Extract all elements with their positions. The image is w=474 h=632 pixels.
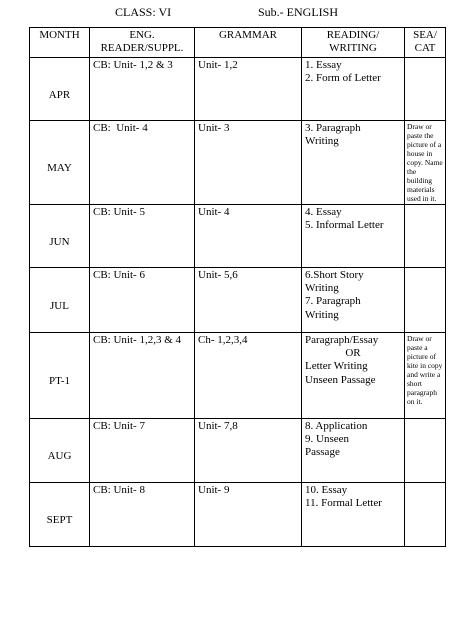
writing-topic: 9. Unseen: [305, 433, 349, 446]
writing-topic: Paragraph/Essay: [305, 334, 379, 346]
writing-topic: Writing: [305, 282, 339, 295]
column-header-sea-cat: SEA/ CAT: [405, 28, 446, 58]
reader-cell: CB: Unit- 1,2 & 3: [90, 58, 195, 121]
writing-topic: 11. Formal Letter: [305, 497, 382, 510]
syllabus-table: [29, 27, 446, 547]
table-row: [30, 268, 446, 333]
month-cell: PT-1: [30, 333, 90, 419]
column-header-month: MONTH: [30, 28, 90, 58]
month-cell: JUL: [30, 268, 90, 333]
table-row: [30, 121, 446, 205]
writing-topic: OR: [345, 347, 361, 360]
page-header: [0, 5, 474, 21]
table-row: [30, 483, 446, 547]
reader-cell: CB: Unit- 8: [90, 483, 195, 547]
class-label: CLASS: VI: [115, 5, 172, 19]
writing-topic: 3. Paragraph: [305, 122, 361, 134]
reader-cell: CB: Unit- 5: [90, 205, 195, 268]
writing-cell: [302, 58, 405, 121]
table-row: [30, 419, 446, 483]
cat-cell: [405, 419, 446, 483]
reader-cell: CB: Unit- 7: [90, 419, 195, 483]
writing-topic: Unseen Passage: [305, 373, 376, 386]
month-cell: APR: [30, 58, 90, 121]
writing-topic: 8. Application: [305, 420, 368, 432]
reader-cell: CB: Unit- 1,2,3 & 4: [90, 333, 195, 419]
subject-label: Sub.- ENGLISH: [258, 5, 338, 19]
writing-topic: 10. Essay: [305, 484, 348, 496]
column-header-reader: ENG. READER/SUPPL.: [90, 28, 195, 58]
writing-cell: [302, 205, 405, 268]
writing-cell: [302, 333, 405, 419]
grammar-cell: Unit- 3: [195, 121, 302, 205]
cat-activity: Draw or paste a picture of kite in copy and write a short paragraph on it.: [405, 333, 446, 419]
writing-topic: Writing: [305, 135, 339, 148]
month-cell: JUN: [30, 205, 90, 268]
writing-cell: [302, 268, 405, 333]
writing-cell: [302, 419, 405, 483]
writing-topic: 5. Informal Letter: [305, 219, 384, 232]
writing-topic: Writing: [305, 308, 339, 321]
month-cell: AUG: [30, 419, 90, 483]
writing-topic: 1. Essay: [305, 59, 342, 71]
cat-cell: [405, 268, 446, 333]
writing-topic: 4. Essay: [305, 206, 342, 218]
writing-cell: [302, 483, 405, 547]
writing-topic: Passage: [305, 446, 340, 459]
grammar-cell: Unit- 5,6: [195, 268, 302, 333]
grammar-cell: Unit- 4: [195, 205, 302, 268]
cat-cell: [405, 58, 446, 121]
cat-activity: Draw or paste the picture of a house in copy. Name the building materials used in it.: [405, 121, 446, 205]
writing-topic: 7. Paragraph: [305, 295, 361, 308]
table-row: [30, 58, 446, 121]
writing-cell: [302, 121, 405, 205]
cat-cell: [405, 483, 446, 547]
table-row: [30, 205, 446, 268]
grammar-cell: Unit- 7,8: [195, 419, 302, 483]
table-row: [30, 333, 446, 419]
column-header-grammar: GRAMMAR: [195, 28, 302, 58]
grammar-cell: Unit- 1,2: [195, 58, 302, 121]
writing-topic: Letter Writing: [305, 360, 368, 373]
grammar-cell: Unit- 9: [195, 483, 302, 547]
cat-cell: [405, 205, 446, 268]
month-cell: SEPT: [30, 483, 90, 547]
table-header-row: [30, 28, 446, 58]
writing-topic: 6.Short Story: [305, 269, 364, 281]
reader-cell: CB: Unit- 4: [90, 121, 195, 205]
month-cell: MAY: [30, 121, 90, 205]
reader-cell: CB: Unit- 6: [90, 268, 195, 333]
writing-topic: 2. Form of Letter: [305, 72, 381, 85]
column-header-reading-writing: READING/ WRITING: [302, 28, 405, 58]
grammar-cell: Ch- 1,2,3,4: [195, 333, 302, 419]
